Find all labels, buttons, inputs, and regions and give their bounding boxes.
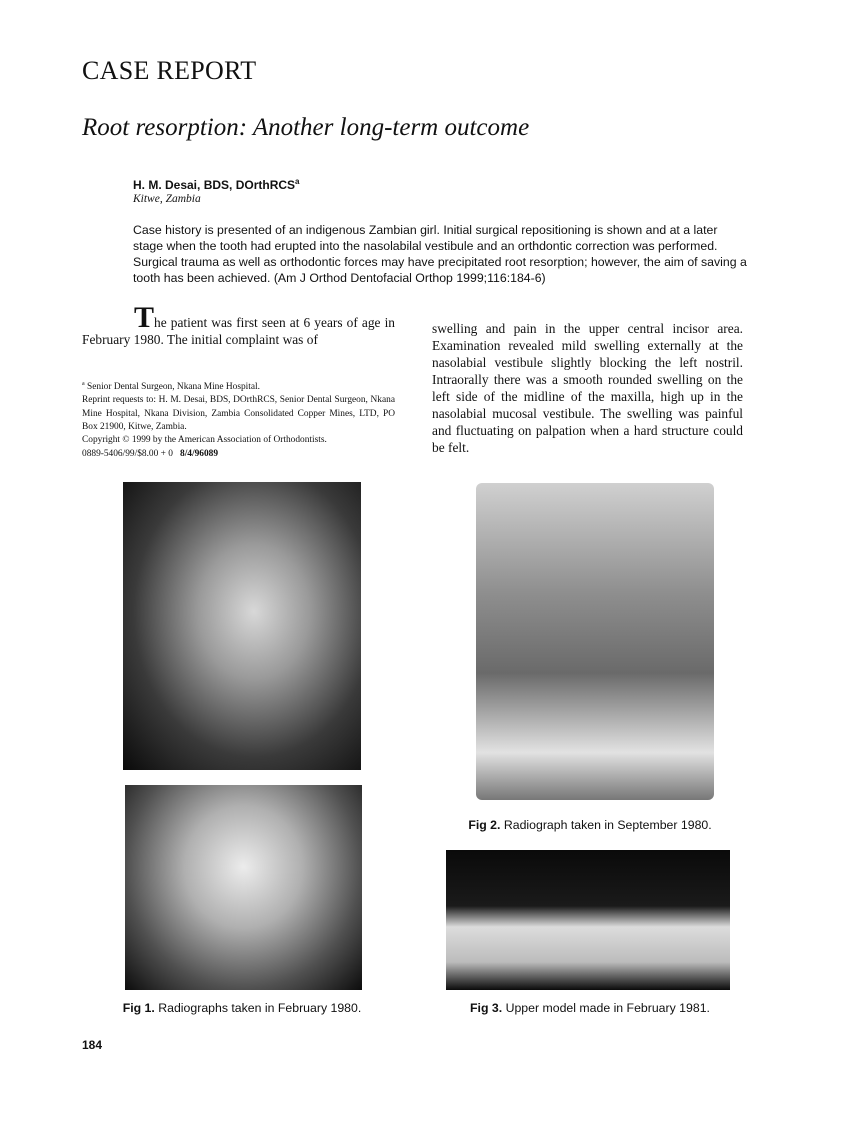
copyright: Copyright © 1999 by the American Association of Orthodontists. xyxy=(82,435,327,446)
article-code xyxy=(82,448,395,461)
issn-code: 0889-5406/99/$8.00 + 0 xyxy=(82,448,173,459)
footnote-affiliation xyxy=(82,378,395,394)
abstract: Case history is presented of an indigenous Zambian girl. Initial surgical repositioning is shown and at a later stage when the tooth had erupted into the nasolabilal vestibule and an orthdontic correction was performed. Surgical trauma as well as orthodontic forces may have precipitated root resorption; however, the aim of saving a tooth has been achieved. (Am J Orthod Dentofacial Orthop 1999;116:184-6) xyxy=(133,223,747,285)
fig3-caption xyxy=(432,1001,748,1015)
fig1-occlusal-radiograph xyxy=(125,785,362,990)
reprint-requests: Reprint requests to: H. M. Desai, BDS, DOrthRCS, Senior Dental Surgeon, Nkana Mine Hospital, Nkana Division, Zambia Consolidated Copper Mines, LTD, PO Box 21900, Kitwe, Zambia. xyxy=(82,395,395,433)
fig1-caption-text: Radiographs taken in February 1980. xyxy=(158,1001,362,1015)
body-column-left xyxy=(82,301,395,348)
fig1-label: Fig 1. xyxy=(122,1001,155,1015)
footnote-mark: a xyxy=(82,381,85,387)
article-id: 8/4/96089 xyxy=(180,448,219,459)
author-location: Kitwe, Zambia xyxy=(133,193,201,205)
author-name xyxy=(133,177,299,192)
fig3-label: Fig 3. xyxy=(470,1001,503,1015)
body-text-left: he patient was first seen at 6 years of age in February 1980. The initial complaint was of xyxy=(82,315,395,347)
footnotes xyxy=(82,378,395,461)
fig2-label: Fig 2. xyxy=(468,818,501,832)
fig1-lateral-radiograph xyxy=(123,482,361,770)
fig2-caption xyxy=(432,818,748,832)
fig1-caption xyxy=(82,1001,402,1015)
drop-cap: T xyxy=(134,301,155,334)
body-column-right: swelling and pain in the upper central incisor area. Examination revealed mild swelling externally at the nasolabial vestibule slightly blocking the left nostril. Intraorally there was a smooth rounded swelling on the left side of the midline of the maxilla, high up in the nasolabial mucosal vestibule. The swelling was painful and fluctuating on palpation when a hard structure could be felt. xyxy=(432,321,743,455)
fig3-caption-text: Upper model made in February 1981. xyxy=(505,1001,710,1015)
fig2-caption-text: Radiograph taken in September 1980. xyxy=(503,818,712,832)
fig2-radiograph xyxy=(476,483,714,800)
article-title: Root resorption: Another long-term outcome xyxy=(82,114,530,141)
author-footnote-mark: a xyxy=(295,177,300,186)
page-number: 184 xyxy=(82,1038,103,1052)
section-heading: CASE REPORT xyxy=(82,56,257,85)
author-name-text: H. M. Desai, BDS, DOrthRCS xyxy=(133,178,296,192)
fig3-upper-model-photo xyxy=(446,850,730,990)
affiliation-text: Senior Dental Surgeon, Nkana Mine Hospital. xyxy=(87,382,260,393)
